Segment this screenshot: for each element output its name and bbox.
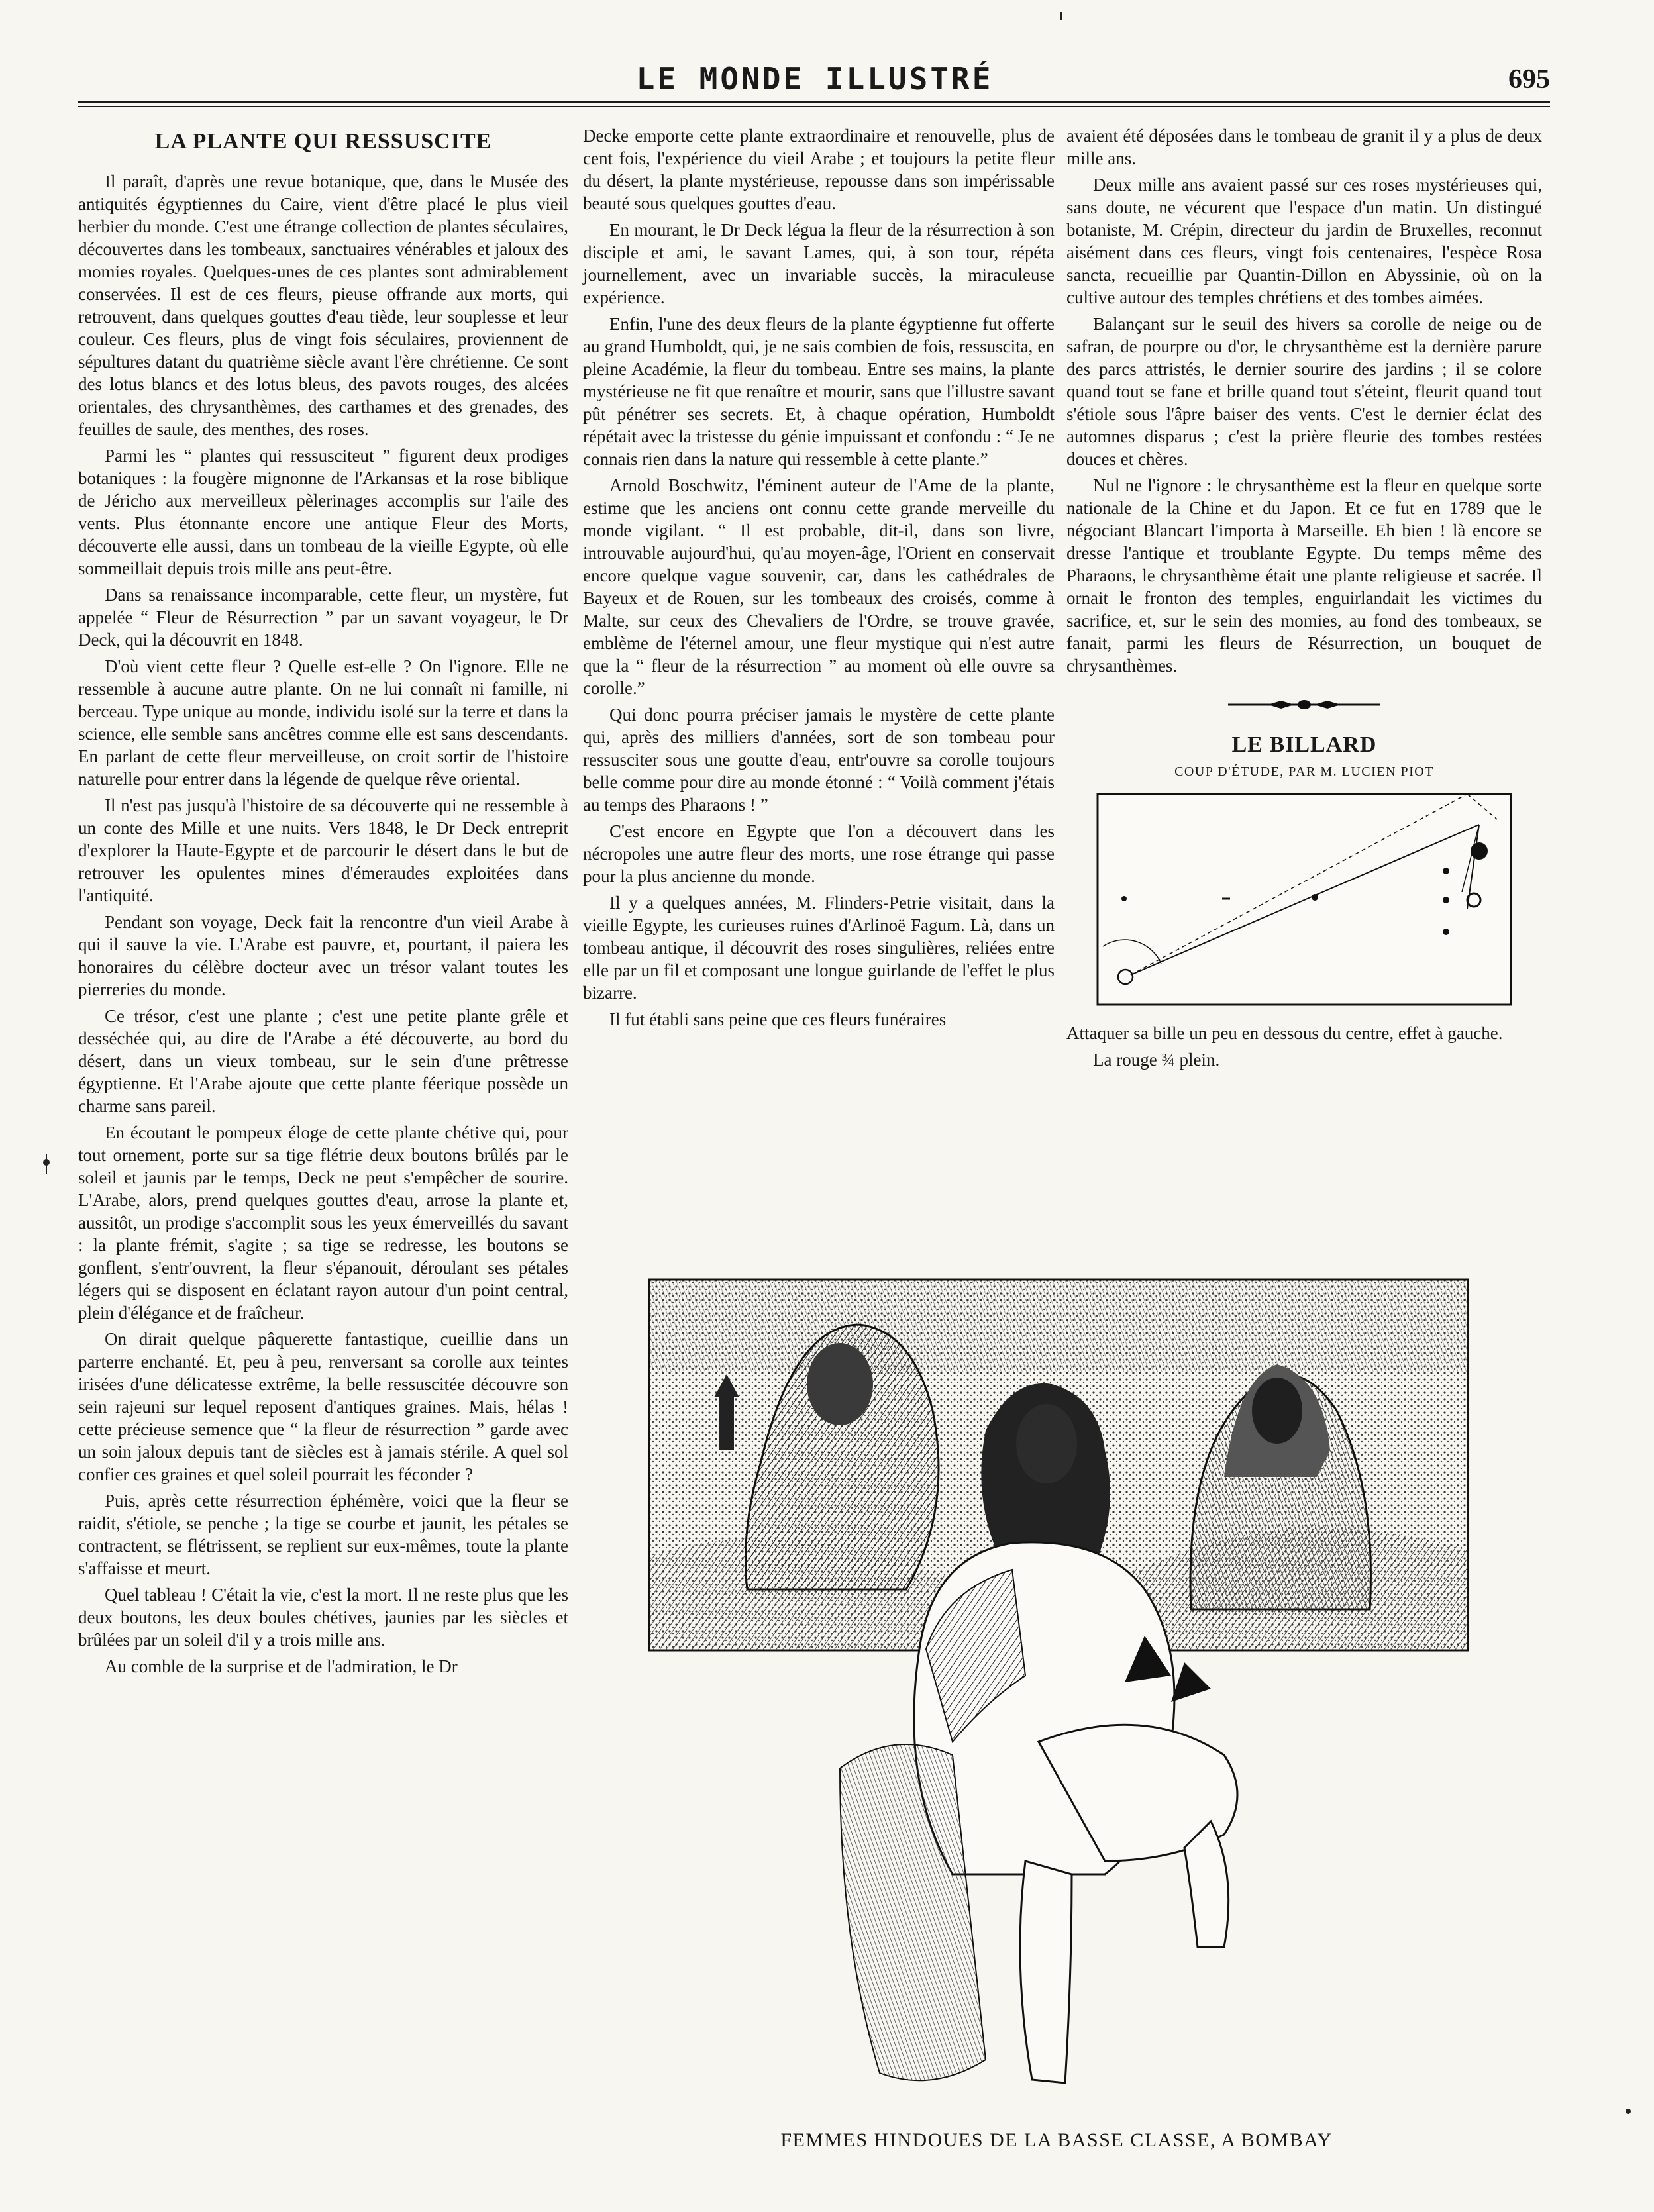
paragraph: Ce trésor, c'est une plante ; c'est une petite plante grêle et desséchée qui, au dire de l'Arabe a été découverte, au bord du désert, dans un vieux tombeau, sur le sein d'une prêtresse égyptienne. Et l'Arabe ajoute que cette plante féerique possède un charme sans pareil. <box>78 1006 568 1116</box>
masthead-rule <box>78 101 1550 103</box>
masthead-rule-thin <box>78 106 1550 107</box>
paragraph: Dans sa renaissance incomparable, cette fleur, un mystère, fut appelée “ Fleur de Résurrection ” par un savant voyageur, le Dr Deck, qui la découvrit en 1848. <box>78 585 568 650</box>
masthead <box>79 61 1550 101</box>
paragraph: Au comble de la surprise et de l'admiration, le Dr <box>105 1656 458 1676</box>
article-title-plante: LA PLANTE QUI RESSUSCITE <box>154 129 492 154</box>
article-title-billard: LE BILLARD <box>1231 732 1377 757</box>
page-number: 695 <box>1508 64 1550 95</box>
paragraph: Arnold Boschwitz, l'éminent auteur de l'Ame de la plante, estime que les anciens ont connu cette grande merveille du monde vigilant. “ Il est probable, dit-il, dans son livre, introuvable aujourd'hui, qu'au moyen-âge, l'Orient en conservait encore quelque vague souvenir, car, dans les cathédrales de Bayeux et de Rouen, sur les tombeaux des croisés, comme à Malte, sur ceux des Chevaliers de l'Ordre, se trouve gravée, emblème de l'éternel amour, une fleur mystique qui n'est autre que la “ fleur de la résurrection ” au moment où elle ouvre sa corolle.” <box>583 476 1055 698</box>
billiard-diagram <box>1096 793 1512 1006</box>
journal-title: LE MONDE ILLUSTRÉ <box>636 61 994 97</box>
column-1 <box>78 129 568 1682</box>
paragraph: Il paraît, d'après une revue botanique, que, dans le Musée des antiquités égyptiennes du Caire, vient d'être placé le plus vieil herbier du monde. C'est une étrange collection de plantes séculaires, découvertes dans les tombeaux, sanctuaires vénérables et jaloux des momies royales. Quelques-unes de ces plantes sont admirablement conservées. Il est de ces fleurs, pieuse offrande aux morts, qui retrouvent, dans quelques gouttes d'eau tiède, leur souplesse et leur couleur. Ces fleurs, plus de vingt fois séculaires, proviennent de sépultures datant du quatrième siècle avant l'ère chrétienne. Ce sont des lotus blancs et des lotus bleus, des pavots rouges, des alcées orientales, des chrysanthèmes, des carthames et des grenades, des feuilles de saule, des menthes, des roses. <box>78 172 568 439</box>
paragraph: Puis, après cette résurrection éphémère, voici que la fleur se raidit, s'étiole, se penche ; la tige se courbe et jaunit, les pétales se contractent, se flétrissent, se replient sur eux-mêmes, toute la plante s'affaisse et meurt. <box>78 1491 568 1578</box>
illustration-caption: FEMMES HINDOUES DE LA BASSE CLASSE, A BOMBAY <box>780 2129 1333 2151</box>
paragraph: En mourant, le Dr Deck légua la fleur de la résurrection à son disciple et ami, le savant Lames, qui, à son tour, répéta journellement, avec un invariable succès, la miraculeuse expérience. <box>583 220 1055 307</box>
paragraph: avaient été déposées dans le tombeau de granit il y a plus de deux mille ans. <box>1066 126 1542 168</box>
paragraph: Enfin, l'une des deux fleurs de la plante égyptienne fut offerte au grand Humboldt, qui, je ne sais combien de fois, ressuscita, en pleine Académie, la fleur du tombeau. Entre ses mains, la plante mystérieuse ne fit que renaître et mourir, sans que l'illustre savant pût pénétrer ses secrets. Et, à chaque opération, Humboldt répétait avec la tristesse du génie impuissant et confondu : “ Je ne connais rien dans la nature qui ressemble à cette plante.” <box>583 314 1055 469</box>
paragraph: Qui donc pourra préciser jamais le mystère de cette plante qui, après des milliers d'années, sort de son tombeau pour ressusciter sous une goutte d'eau, entr'ouvre sa corolle toujours belle comme pour dire au monde étonné : “ Voilà comment j'étais au temps des Pharaons ! ” <box>583 705 1055 815</box>
paragraph: Il y a quelques années, M. Flinders-Petrie visitait, dans la vieille Egypte, les curieuses ruines d'Arlinoë Fagum. Là, dans un tombeau antique, il découvrit des roses singulières, reliées entre elle par un fil et composant une longue guirlande de l'effet le plus bizarre. <box>583 893 1055 1003</box>
ornament-divider <box>1228 697 1380 713</box>
billard-subtitle: COUP D'ÉTUDE, PAR M. LUCIEN PIOT <box>1174 764 1434 779</box>
engraving-illustration <box>641 1278 1476 2119</box>
paragraph: Nul ne l'ignore : le chrysanthème est la fleur en quelque sorte nationale de la Chine et du Japon. Et ce fut en 1789 que le négociant Blancart l'importa à Marseille. Eh bien ! là encore se dresse l'antique et troublante Egypte. Du temps même des Pharaons, le chrysanthème était une plante religieuse et sacrée. Il ornait le fronton des temples, enguirlandait les victimes du sacrifice, et, sur le sein des momies, au fond des tombeaux, se fanait, parmi les fleurs de Résurrection, un bouquet de chrysanthèmes. <box>1066 476 1542 676</box>
paragraph: On dirait quelque pâquerette fantastique, cueillie dans un parterre enchanté. Et, peu à peu, renversant sa corolle aux teintes irisées d'une délicatesse extrême, la belle ressuscitée découvre son sein rajeuni sur lequel reposent d'antiques graines. Mais, hélas ! cette précieuse semence que “ la fleur de résurrection ” garde avec un soin jaloux depuis tant de siècles est à jamais stérile. A quel sol confier ces graines et quel soleil pourrait les féconder ? <box>78 1329 568 1484</box>
paragraph: D'où vient cette fleur ? Quelle est-elle ? On l'ignore. Elle ne ressemble à aucune autre plante. On ne lui connaît ni famille, ni berceau. Type unique au monde, individu isolé sur la terre et dans la science, elle semble sans ancêtres comme elle est sans descendants. En parlant de cette fleur merveilleuse, on croit sortir de l'histoire naturelle pour entrer dans la légende de quelque rêve oriental. <box>78 656 568 789</box>
paragraph: Deux mille ans avaient passé sur ces roses mystérieuses qui, sans doute, ne vécurent que l'espace d'un matin. Un distingué botaniste, M. Crépin, directeur du jardin de Bruxelles, reconnut aisément dans ces fleurs, vingt fois centenaires, l'espèce Rosa sancta, recueillie par Quantin-Dillon en Abyssinie, où on la cultive autour des temples chrétiens et des tombes aimées. <box>1066 175 1542 307</box>
paragraph: Balançant sur le seuil des hivers sa corolle de neige ou de safran, de pourpre ou d'or, le chrysanthème est la dernière parure des parcs attristés, le dernier sourire des jardins ; il se colore quand tout se fane et brille quand tout s'éteint, fleurit quand tout s'étiole sous l'âpre baiser des vents. C'est le dernier éclat des automnes disparus ; c'est la prière fleurie des tombes restées douces et chères. <box>1066 314 1542 469</box>
paragraph: Parmi les “ plantes qui ressusciteut ” figurent deux prodiges botaniques : la fougère mignonne de l'Arkansas et la rose biblique de Jéricho aux merveilleux pèlerinages accomplis sur l'aile des vents. Plus étonnante encore une antique Fleur des Morts, découverte elle aussi, dans un tombeau de la vieille Egypte, où elle sommeillait depuis trois mille ans peut-être. <box>78 446 568 578</box>
paragraph: Il fut établi sans peine que ces fleurs funéraires <box>609 1009 947 1029</box>
column-2 <box>583 125 1055 1034</box>
paragraph: Il n'est pas jusqu'à l'histoire de sa découverte qui ne ressemble à un conte des Mille et une nuits. Vers 1848, le Dr Deck entreprit d'explorer la Haute-Egypte et de parcourir le désert dans le but de retrouver les opulentes mines d'émeraudes exploitées dans l'antiquité. <box>78 795 568 905</box>
paragraph: Decke emporte cette plante extraordinaire et renouvelle, plus de cent fois, l'expérience du vieil Arabe ; et toujours la petite fleur du désert, la plante mystérieuse, repousse dans son impérissable beauté sous quelques gouttes d'eau. <box>583 126 1055 213</box>
paragraph: C'est encore en Egypte que l'on a découvert dans les nécropoles une autre fleur des morts, une rose étrange qui passe pour la plus ancienne du monde. <box>583 821 1055 886</box>
paragraph: Quel tableau ! C'était la vie, c'est la mort. Il ne reste plus que les deux boutons, les deux boules chétives, jaunies par les siècles et brûlées par un soleil d'il y a trois mille ans. <box>78 1585 568 1650</box>
paragraph: En écoutant le pompeux éloge de cette plante chétive qui, pour tout ornement, porte sur sa tige flétrie deux boutons brûlés par le soleil et jaunis par le temps, Deck ne peut s'empêcher de sourire. L'Arabe, alors, prend quelques gouttes d'eau, arrose la plante et, aussitôt, un prodige s'accomplit sous les yeux émerveillés du savant : la plante frémit, s'agite ; sa tige se redresse, les boutons se gonflent, s'entr'ouvrent, la fleur s'épanouit, déroulant ses pétales légers qui se disposent en éclatant rayon autour d'un point central, plein d'élégance et de fraîcheur. <box>78 1123 568 1323</box>
column-3 <box>1066 125 1542 1075</box>
paragraph: Pendant son voyage, Deck fait la rencontre d'un vieil Arabe à qui il sauve la vie. L'Arabe est pauvre, et, pourtant, il paiera les honoraires du célèbre docteur avec un trésor valant toutes les pierreries du monde. <box>78 912 568 999</box>
billard-instruction: Attaquer sa bille un peu en dessous du centre, effet à gauche. <box>1066 1023 1503 1043</box>
billard-result: La rouge ¾ plein. <box>1093 1050 1220 1070</box>
